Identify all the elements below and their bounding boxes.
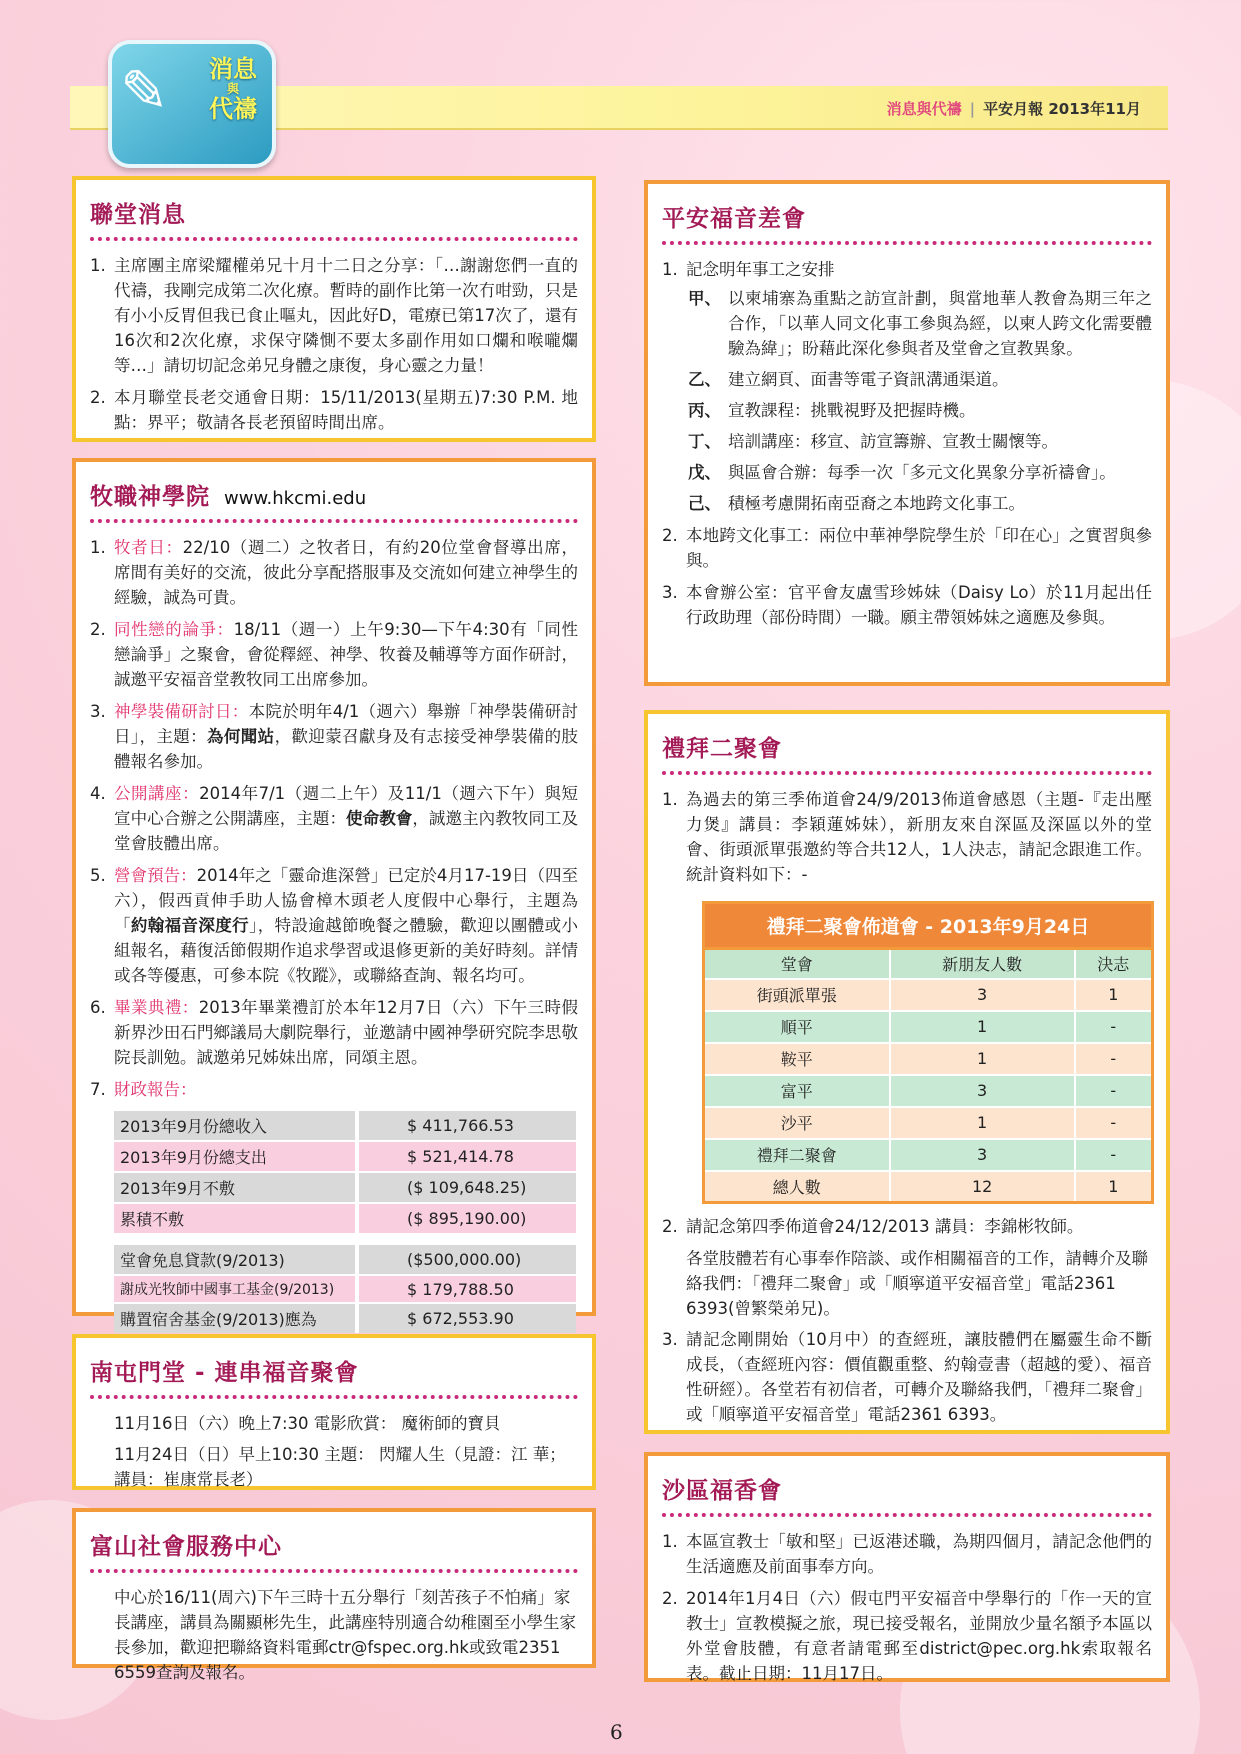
event-line: 11月16日（六）晚上7:30 電影欣賞： 魔術師的寶貝	[114, 1414, 501, 1433]
list-item: 5. 營會預告：2014年之「靈命進深營」已定於4月17-19日（四至六），假西貢伸手助人協會樟木頭老人度假中心舉行，主題為「約翰福音深度行」，特設逾越節晚餐之體驗，歡迎以團體或小組報名，藉復活節假期作追求學習或退修更新的美好時刻。詳情或各等優惠，可參本院《牧蹤》，或聯絡查詢、報名均可。	[90, 866, 579, 985]
sub-item: 丙、 宣教課程：挑戰視野及把握時機。	[688, 401, 976, 420]
seminary-list	[90, 535, 578, 1102]
list-item: 2. 同性戀的論爭：18/11（週一）上午9:30—下午4:30有「同性戀論爭」之聚會，會從釋經、神學、牧養及輔導等方面作研討，誠邀平安福音堂教牧同工出席參加。	[90, 620, 579, 689]
box-title: 平安福音差會	[662, 200, 1152, 245]
list-item: 1. 牧者日：22/10（週二）之牧者日，有約20位堂會督導出席，席間有美好的交流，彼此分享配搭服事及交流如何建立神學生的經驗，誠為可貴。	[90, 538, 579, 607]
table-row: 街頭派單張 3 1	[704, 979, 1153, 1011]
pen-tablet-icon: ✎	[120, 57, 169, 125]
list-item: 2. 本地跨文化事工：兩位中華神學院學生於「印在心」之實習與參與。	[662, 526, 1152, 570]
sub-item: 己、 積極考慮開拓南亞裔之本地跨文化事工。	[688, 494, 1025, 513]
table-row: 累積不敷 ($ 895,190.00)	[114, 1204, 576, 1233]
logo-text: 消息 與 代禱	[209, 55, 257, 123]
table-row: 堂會免息貸款(9/2013) ($500,000.00)	[114, 1245, 576, 1274]
box-title: 富山社會服務中心	[90, 1528, 578, 1573]
list-item: 3. 請記念剛開始（10月中）的查經班，讓肢體們在屬靈生命不斷成長，（查經班內容：價值觀重整、約翰壹書（超越的愛）、福音性研經）。各堂若有初信者，可轉介及聯絡我們，「禮拜二聚會」或「順寧道平安福音堂」電話2361 6393。	[662, 1330, 1152, 1424]
sub-item: 乙、 建立網頁、面書等電子資訊溝通渠道。	[688, 370, 1009, 389]
tuesday-list	[662, 787, 1152, 887]
seminary-url[interactable]: www.hkcmi.edu	[224, 488, 367, 509]
list-item: 1. 為過去的第三季佈道會24/9/2013佈道會感恩（主題-『走出壓力煲』講員：李穎蓮姊妹），新朋友來自深區及深區以外的堂會、街頭派單張邀約等合共12人，1人決志，請記念跟進工作。統計資料如下：-	[662, 790, 1152, 884]
table-caption: 禮拜二聚會佈道會 - 2013年9月24日	[702, 901, 1154, 947]
list-item: 7. 財政報告：	[90, 1080, 197, 1099]
tuen-mun-box	[72, 1334, 596, 1490]
table-row: 禮拜二聚會 3 -	[704, 1139, 1153, 1171]
list-item: 1. 本區宣教士「敏和堅」已返港述職，為期四個月，請記念他們的生活適應及前面事奉方向。	[662, 1532, 1152, 1576]
table-row: 購置宿舍基金(9/2013)應為 $ 672,553.90	[114, 1304, 576, 1333]
tuesday-extra: 各堂肢體若有心事奉作陪談、或作相關福音的工作，請轉介及聯絡我們：「禮拜二聚會」或「順寧道平安福音堂」電話2361 6393(曾繁榮弟兄)。	[686, 1249, 1148, 1318]
table-row: 富平 3 -	[704, 1075, 1153, 1107]
list-item: 3. 神學裝備研討日：本院於明年4/1（週六）舉辦「神學裝備研討日」，主題：為何聞站，歡迎蒙召獻身及有志接受神學裝備的肢體報名參加。	[90, 702, 579, 771]
section-name: 消息與代禱	[886, 100, 962, 118]
seminary-box	[72, 458, 596, 1329]
sub-item: 甲、 以柬埔寨為重點之訪宣計劃，與當地華人教會為期三年之合作，「以華人同文化事工參與為經，以柬人跨文化需要體驗為緯」；盼藉此深化參與者及堂會之宣教異象。	[688, 289, 1152, 358]
event-line: 11月24日（日）早上10:30 主題： 閃耀人生（見證：江 華；講員：崔康常長老）	[114, 1445, 566, 1489]
table-row: 2013年9月份總收入 $ 411,766.53	[114, 1111, 576, 1140]
table-row: 2013年9月不敷 ($ 109,648.25)	[114, 1173, 576, 1202]
lian-tang-list	[90, 253, 578, 435]
tuesday-list-continued	[662, 1214, 1152, 1239]
box-title: 聯堂消息	[90, 196, 578, 241]
table-row: 鞍平 1 -	[704, 1043, 1153, 1075]
fushan-content: 中心於16/11(周六)下午三時十五分舉行「刻苦孩子不怕痛」家長講座，講員為關顯彬先生，此講座特別適合幼稚園至小學生家長參加，歡迎把聯絡資料電郵ctr@fspec.org.hk或致電2351 6559查詢及報名。	[114, 1588, 576, 1682]
finance-table	[114, 1109, 576, 1235]
attendance-table	[702, 901, 1154, 1204]
list-item: 1. 記念明年事工之安排 甲、 以柬埔寨為重點之訪宣計劃，與當地華人教會為期三年之合作，「以華人同文化事工參與為經，以柬人跨文化需要體驗為緯」；盼藉此深化參與者及堂會之宣教異象。 乙、 建立網頁、面書等電子資訊溝通渠道。 丙、 宣教課程：挑戰視野及把握時機。 丁、 培訓講座：移宣、訪宣籌辦、宣教士關懷等。 戊、 與區會合辦：每季一次「多元文化異象分享祈禱會」。 己、 積極考慮開拓南亞裔之本地跨文化事工。	[662, 257, 1152, 516]
table-row: 2013年9月份總支出 $ 521,414.78	[114, 1142, 576, 1171]
table-row: 沙平 1 -	[704, 1107, 1153, 1139]
page-number: 6	[610, 1720, 623, 1744]
sub-item: 戊、 與區會合辦：每季一次「多元文化異象分享祈禱會」。	[688, 463, 1116, 482]
mission-box	[644, 180, 1170, 686]
mission-sub-list	[662, 286, 1152, 516]
header-divider: |	[969, 100, 976, 118]
lian-tang-news-box	[72, 176, 596, 442]
section-logo	[108, 40, 276, 168]
table-row: 謝成光牧師中國事工基金(9/2013) $ 179,788.50	[114, 1276, 576, 1302]
box-title: 沙區福香會	[662, 1472, 1152, 1517]
box-title: 南屯門堂 - 連串福音聚會	[90, 1354, 578, 1399]
list-item: 2. 2014年1月4日（六）假屯門平安福音中學舉行的「作一天的宣教士」宣教模擬之旅，現已接受報名，並開放少量名額予本區以外堂會肢體，有意者請電郵至district@pec.org.hk索取報名表。截止日期：11月17日。	[662, 1589, 1152, 1683]
list-item: 2. 本月聯堂長老交通會日期：15/11/2013(星期五)7:30 P.M. 地點：界平；敬請各長老預留時間出席。	[90, 388, 578, 432]
fushan-box	[72, 1508, 596, 1682]
mission-list	[662, 257, 1152, 630]
list-item: 3. 本會辦公室：官平會友盧雪珍姊妹（Daisy Lo）於11月起出任行政助理（部份時間）一職。願主帶領姊妹之適應及參與。	[662, 583, 1152, 627]
sha-qu-box	[644, 1452, 1170, 1682]
tuesday-meeting-box	[644, 710, 1170, 1434]
list-item: 2. 請記念第四季佈道會24/12/2013 講員：李錦彬牧師。	[662, 1217, 1084, 1236]
box-title: 禮拜二聚會	[662, 730, 1152, 775]
tuesday-list-continued	[662, 1327, 1152, 1427]
publication-issue: 平安月報 2013年11月	[983, 100, 1141, 118]
list-item: 1. 主席團主席梁耀權弟兄十月十二日之分享：「…謝謝您們一直的代禱，我剛完成第二次化療。暫時的副作比第一次冇咁勁，只是有小小反胃但我已食止嘔丸，因此好D，電療已第17次了，還有16次和2次化療，求保守隣惻不要太多副作用如口爛和喉嚨爛等…」請切切記念弟兄身體之康復，身心靈之力量！	[90, 256, 578, 375]
tuen-mun-events	[90, 1411, 578, 1492]
list-item: 6. 畢業典禮：2013年畢業禮訂於本年12月7日（六）下午三時假新界沙田石門鄉議局大劇院舉行，並邀請中國神學研究院李思敬院長訓勉。誠邀弟兄姊妹出席，同頌主恩。	[90, 998, 578, 1067]
header-info	[887, 98, 1141, 119]
table-header-row: 堂會 新朋友人數 決志	[704, 949, 1153, 979]
table-row: 總人數 12 1	[704, 1171, 1153, 1203]
sub-item: 丁、 培訓講座：移宣、訪宣籌辦、宣教士關懷等。	[688, 432, 1058, 451]
table-row: 順平 1 -	[704, 1011, 1153, 1043]
box-title: 牧職神學院 www.hkcmi.edu	[90, 478, 578, 523]
list-item: 4. 公開講座：2014年7/1（週二上午）及11/1（週六下午）與短宣中心合辦之公開講座，主題：使命教會，誠邀主內教牧同工及堂會肢體出席。	[90, 784, 579, 853]
sha-qu-list	[662, 1529, 1152, 1686]
fund-table	[114, 1243, 576, 1335]
